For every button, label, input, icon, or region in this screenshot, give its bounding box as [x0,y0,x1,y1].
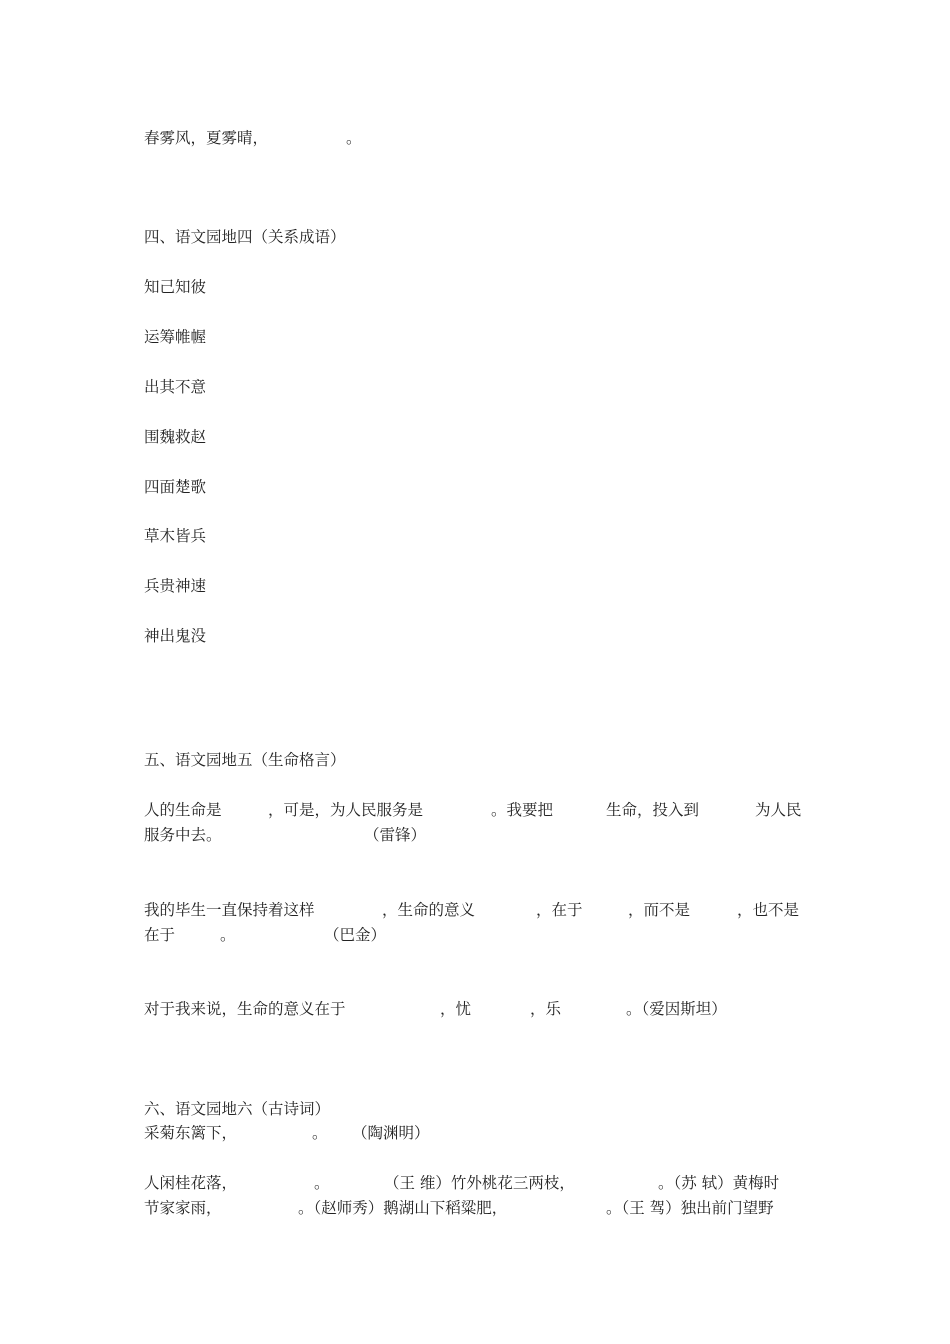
quote1-text-d: 生命，投入到 [606,801,700,819]
quote2-text-f: 在于 [144,926,176,944]
quote2-author: （巴金） [324,926,387,944]
section4-title: 四、语文园地四（关系成语） [144,228,346,246]
idiom-item: 神出鬼没 [144,627,207,645]
quote1-text-f: 服务中去。 [144,826,222,844]
quote2-text-d: ，而不是 [628,901,691,919]
poem-line3-a: 节家家雨， [144,1199,222,1217]
quote3-text-a: 对于我来说，生命的意义在于 [144,1000,346,1018]
idiom-item: 兵贵神速 [144,577,207,595]
proverb-end: 。 [346,129,362,147]
quote2-text-g: 。 [220,926,236,944]
poem-line2-a: 人闲桂花落， [144,1174,238,1192]
idiom-item: 四面楚歌 [144,478,207,496]
poem-line2-d: 。（苏 轼）黄梅时 [658,1174,780,1192]
quote2-text-e: ，也不是 [737,901,800,919]
section5-title: 五、语文园地五（生命格言） [144,751,346,769]
quote2-text-b: ，生命的意义 [382,901,476,919]
quote1-author: （雷锋） [364,826,427,844]
poem-line3-c: 。（王 驾）独出前门望野 [606,1199,774,1217]
quote1-text-c: 。我要把 [491,801,554,819]
quote3-text-c: ，乐 [530,1000,562,1018]
poem-line2-b: 。 [314,1174,330,1192]
proverb-text: 春雾风，夏雾晴， [144,129,269,147]
poem-line1-b: 。 [312,1124,328,1142]
poem-line3-b: 。（赵师秀）鹅湖山下稻粱肥， [298,1199,508,1217]
idiom-item: 草木皆兵 [144,527,207,545]
quote1-text-e: 为人民 [755,801,802,819]
idiom-item: 运筹帷幄 [144,328,207,346]
quote3-text-d: 。（爱因斯坦） [626,1000,727,1018]
quote2-text-c: ，在于 [536,901,583,919]
quote2-text-a: 我的毕生一直保持着这样 [144,901,315,919]
quote1-text-a: 人的生命是 [144,801,222,819]
idiom-item: 知己知彼 [144,278,207,296]
quote3-text-b: ，忧 [440,1000,472,1018]
section6-title: 六、语文园地六（古诗词） [144,1100,331,1118]
poem-line1-a: 采菊东篱下， [144,1124,238,1142]
idiom-item: 出其不意 [144,378,207,396]
poem-line2-c: （王 维）竹外桃花三两枝， [384,1174,575,1192]
idiom-item: 围魏救赵 [144,428,207,446]
quote1-text-b: ，可是，为人民服务是 [268,801,424,819]
poem-line1-author: （陶渊明） [352,1124,430,1142]
